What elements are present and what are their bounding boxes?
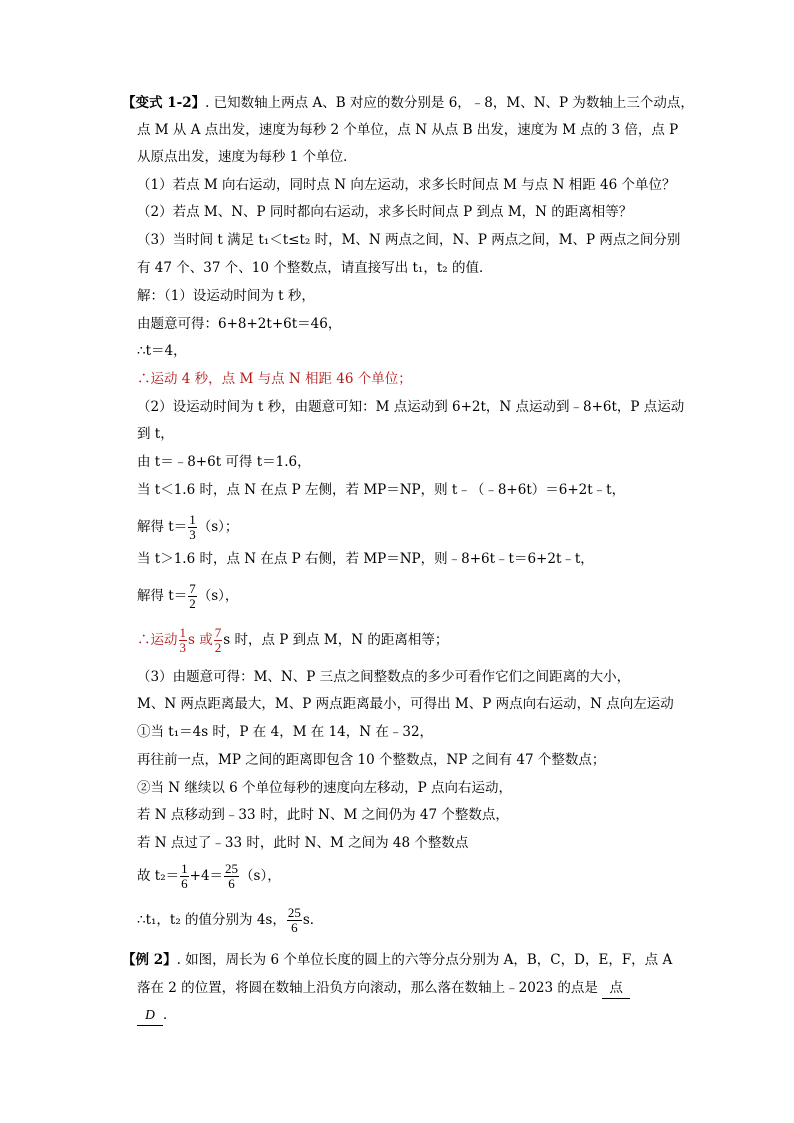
solution-line-1: 解：（1）设运动时间为 t 秒， <box>137 288 315 304</box>
solution-line-2: 由题意可得：6+8+2t+6t＝46， <box>137 316 342 332</box>
solution-line-11: 解得 t＝ $\frac{7}{2}$ （s）， <box>137 581 239 611</box>
solution-line-7: 由 t＝﹣8+6t 可得 t＝1.6， <box>137 454 311 470</box>
question-3-line-2: 有 47 个、37 个、10 个整数点，请直接写出 t₁，t₂ 的值． <box>137 260 493 276</box>
example-tag: 【例 2】 <box>122 952 177 968</box>
solution-line-8: 当 t＜1.6 时，点 N 在点 P 左侧，若 MP＝NP，则 t﹣（﹣8+6t）＝6+2t﹣t， <box>137 482 626 498</box>
fraction-one-third: $\frac{1}{3}$ <box>189 512 196 542</box>
fraction-twentyfive-sixths: $\frac{25}{6}$ <box>225 861 239 891</box>
solution-line-5: （2）设运动时间为 t 秒，由题意可知：M 点运动到 6+2t，N 点运动到﹣8+6t，P 点运动 <box>137 399 685 415</box>
answer-blank: D <box>137 1005 163 1026</box>
solution-line-14: M、N 两点距离最大，M、P 两点距离最小，可得出 M、P 两点向右运动，N 点向左运动 <box>137 696 674 712</box>
solution-line-16: 再往前一点，MP 之间的距离即包含 10 个整数点，NP 之间有 47 个整数点； <box>137 752 606 768</box>
solution-line-9: 解得 t＝ $\frac{1}{3}$ （s）； <box>137 512 239 542</box>
example-stem-1: . 如图，周长为 6 个单位长度的圆上的六等分点分别为 A，B，C，D，E，F，点 A <box>176 952 673 968</box>
question-2: （2）若点 M、N、P 同时都向右运动，求多长时间点 P 到点 M，N 的距离相等？ <box>137 204 633 220</box>
solution-line-12: ∴运动 $\frac{1}{3}$ s 或 $\frac{7}{2}$ s 时，点 P 到点 M，N 的距离相等； <box>137 625 449 655</box>
fraction-twentyfive-sixths: $\frac{25}{6}$ <box>287 905 301 935</box>
question-3-line-1: （3）当时间 t 满足 t₁＜t≤t₂ 时，M、N 两点之间，N、P 两点之间，M、P 两点之间分别 <box>137 232 681 248</box>
variant-line-3: 从原点出发，速度为每秒 1 个单位． <box>137 149 357 165</box>
solution-line-19: 若 N 点过了﹣33 时，此时 N、M 之间为 48 个整数点 <box>137 835 469 851</box>
example-line-2: 落在 2 的位置，将圆在数轴上沿负方向滚动，那么落在数轴上﹣2023 的点是 点 <box>137 978 630 999</box>
fraction-seven-halves: $\frac{7}{2}$ <box>214 625 222 655</box>
solution-line-4: ∴运动 4 秒，点 M 与点 N 相距 46 个单位； <box>137 371 412 387</box>
question-1: （1）若点 M 向右运动，同时点 N 向左运动，求多长时间点 M 与点 N 相距 46 个单位？ <box>137 177 676 193</box>
solution-line-3: ∴t＝4， <box>137 343 187 359</box>
solution-line-13: （3）由题意可得：M、N、P 三点之间整数点的多少可看作它们之间距离的大小， <box>137 669 631 685</box>
example-line-1 <box>122 950 672 970</box>
variant-tag: 【变式 1-2】 <box>122 95 206 111</box>
solution-line-20: 故 t₂＝ $\frac{1}{6}$ +4＝ $\frac{25}{6}$ （s）， <box>137 861 281 891</box>
solution-line-6: 到 t， <box>137 426 174 442</box>
solution-line-10: 当 t＞1.6 时，点 N 在点 P 右侧，若 MP＝NP，则﹣8+6t﹣t＝6+2t﹣t， <box>137 551 594 567</box>
variant-stem-1: . 已知数轴上两点 A、B 对应的数分别是 6，﹣8，M、N、P 为数轴上三个动点， <box>205 95 694 111</box>
fraction-one-third: $\frac{1}{3}$ <box>179 625 186 655</box>
fraction-one-sixth: $\frac{1}{6}$ <box>181 861 188 891</box>
solution-line-17: ②当 N 继续以 6 个单位每秒的速度向左移动，P 点向右运动， <box>137 780 512 796</box>
answer-blank: 点 <box>602 978 630 999</box>
solution-line-15: ①当 t₁＝4s 时，P 在 4，M 在 14，N 在﹣32， <box>137 724 434 740</box>
example-line-3: D ． <box>137 1005 177 1026</box>
solution-line-21: ∴t₁，t₂ 的值分别为 4s， $\frac{25}{6}$ s． <box>137 905 324 935</box>
variant-line-1 <box>122 93 694 113</box>
fraction-seven-halves: $\frac{7}{2}$ <box>189 581 196 611</box>
variant-line-2: 点 M 从 A 点出发，速度为每秒 2 个单位，点 N 从点 B 出发，速度为 M 点的 3 倍，点 P <box>137 122 679 138</box>
solution-line-18: 若 N 点移动到﹣33 时，此时 N、M 之间仍为 47 个整数点， <box>137 807 509 823</box>
